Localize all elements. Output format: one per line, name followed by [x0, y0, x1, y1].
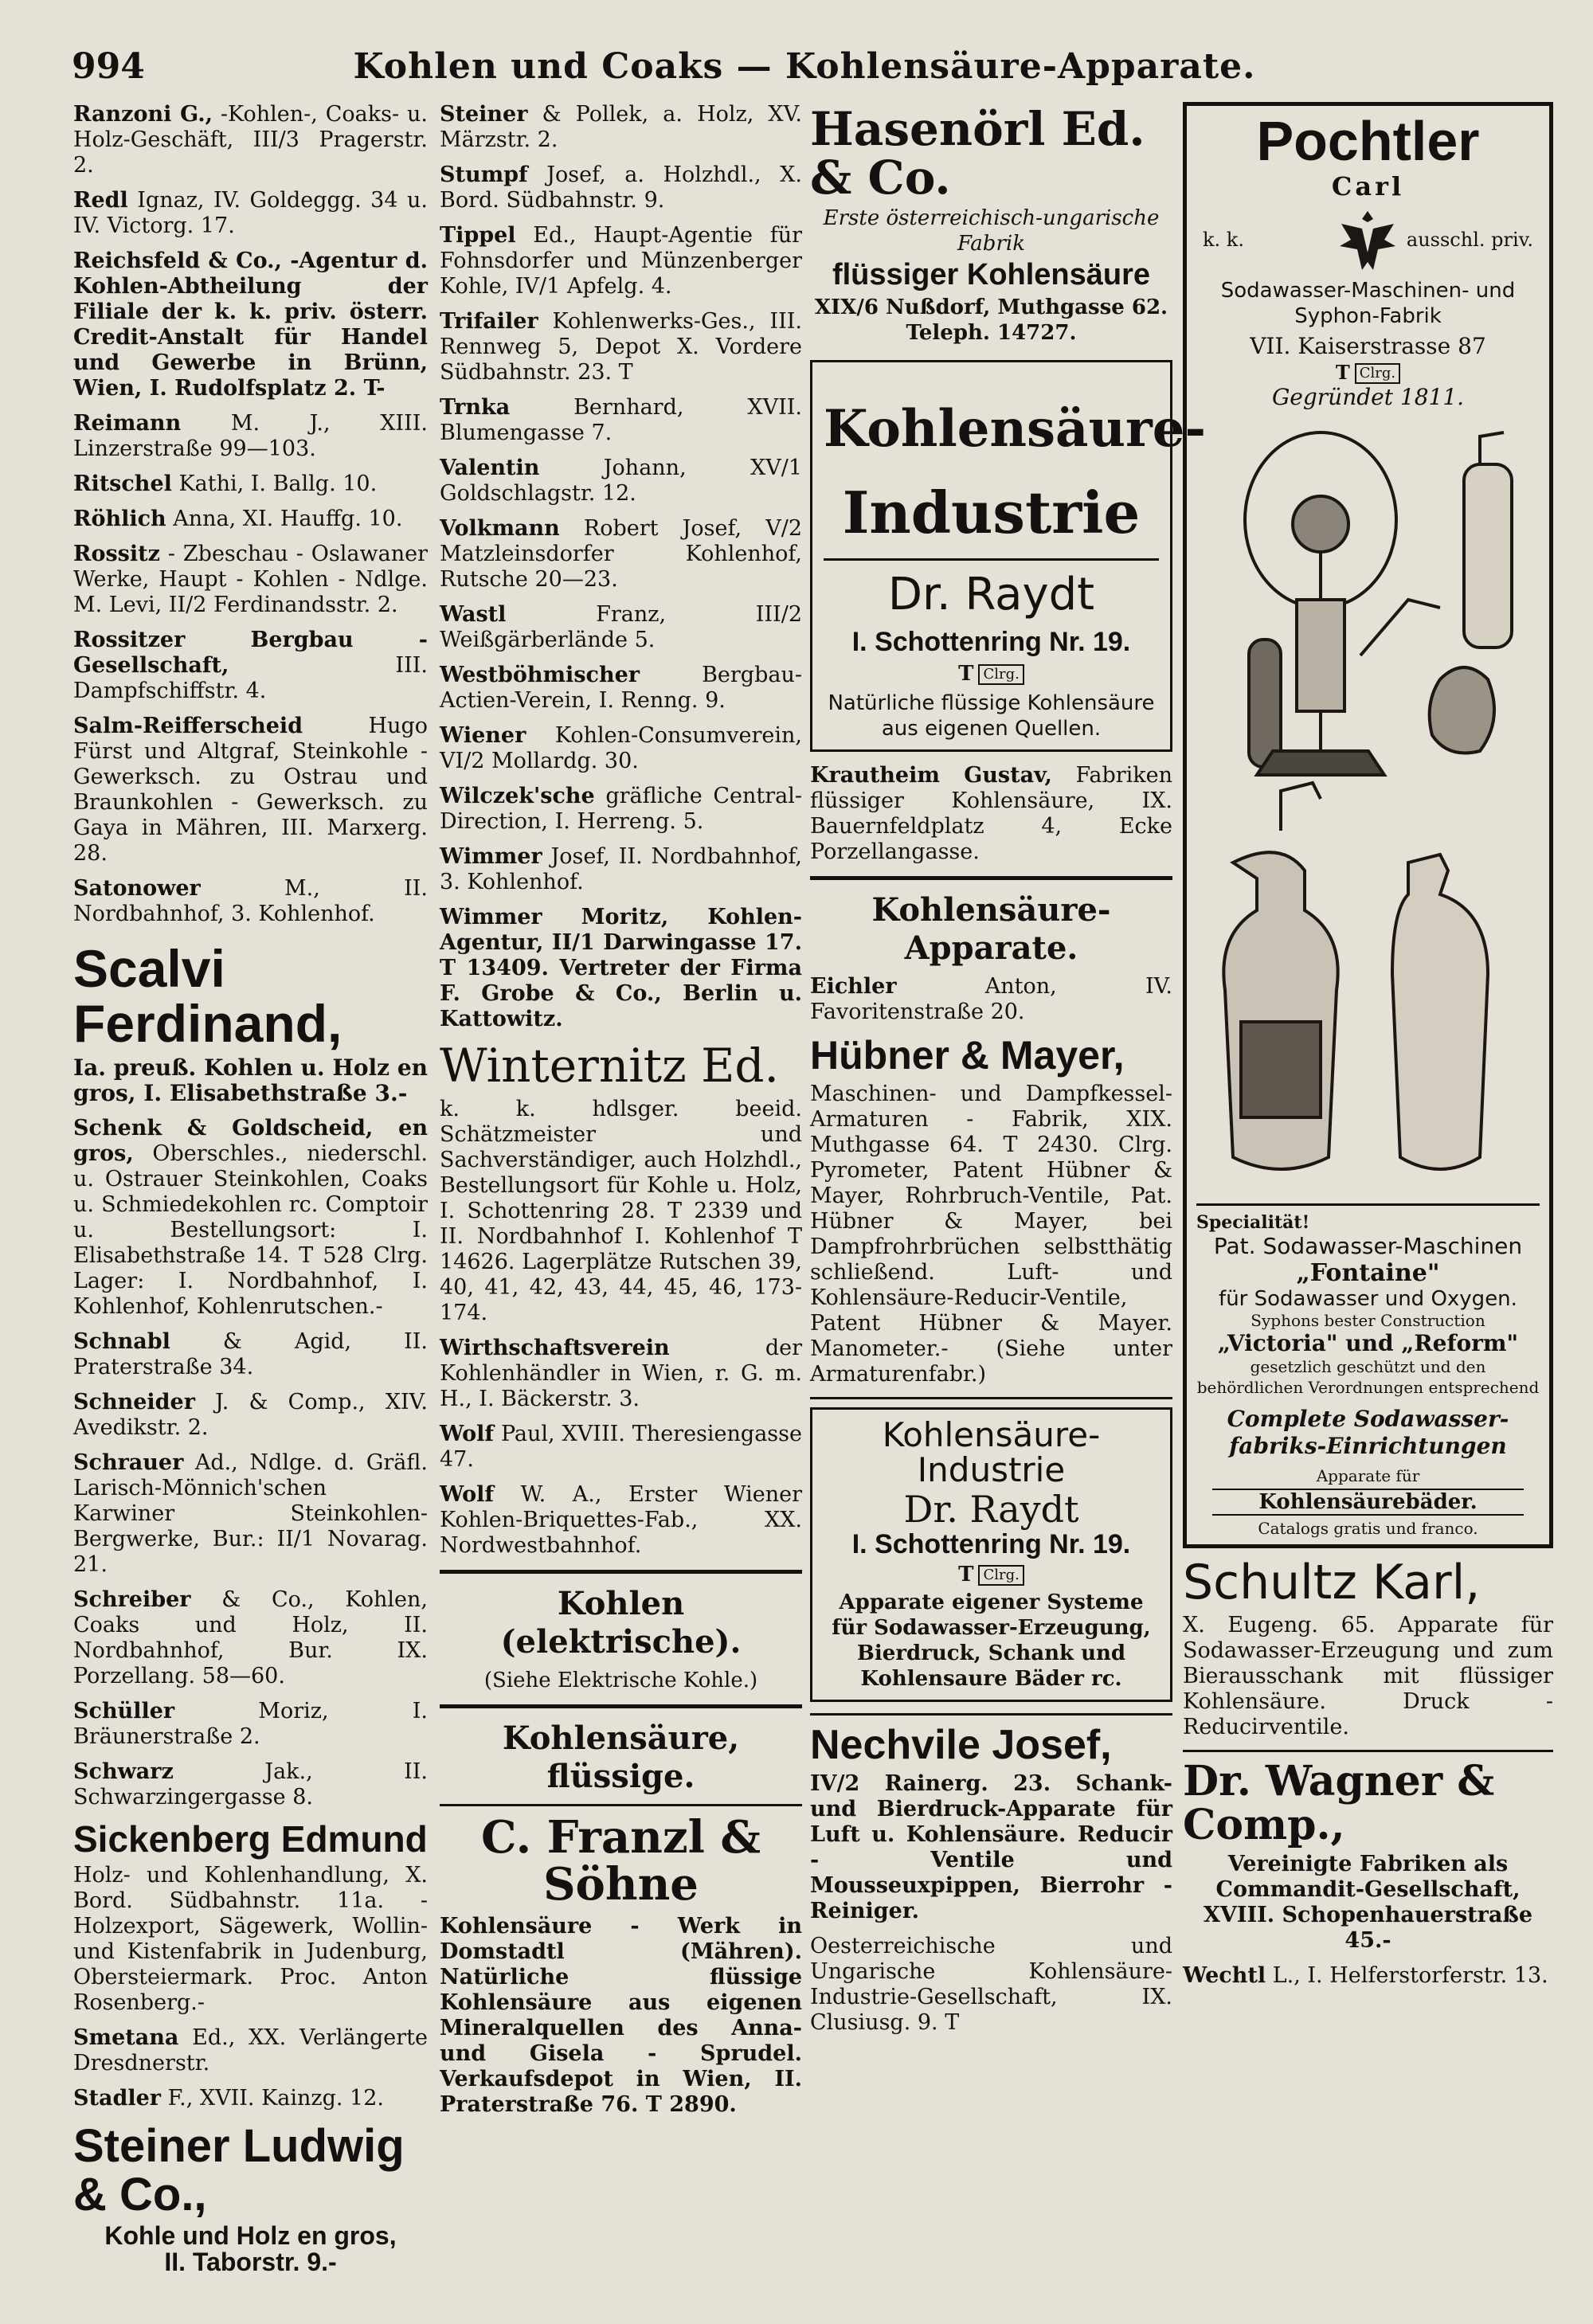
entry-details: III. Dampfschiffstr. 4. — [73, 653, 428, 703]
phone-mark: T — [958, 662, 974, 687]
raydt-ad-1 — [810, 360, 1207, 752]
pochtler-syphons: Syphons bester Construction — [1251, 1311, 1485, 1330]
clrg-badge: Clrg. — [978, 1565, 1024, 1586]
elektrische-heading: Kohlen (elektrische). — [500, 1584, 742, 1661]
entry-details: - Zbeschau - Oslawaner Werke, Haupt - Kohlen - Ndlge. M. Levi, II/2 Ferdinandsstr. 2. — [73, 542, 428, 617]
steiner-ludwig-line2: II. Taborstr. 9.- — [164, 2248, 337, 2277]
wagner-name: Dr. Wagner & Comp., — [1183, 1757, 1495, 1849]
raydt1-line1: Kohlensäure- — [824, 398, 1207, 459]
entry-details: & Agid, II. Praterstraße 34. — [73, 1328, 428, 1379]
pochtler-line2: VII. Kaiserstrasse 87 — [1250, 332, 1486, 359]
entry-details: Robert Josef, V/2 Matzleinsdorfer Kohlenhof, Rutsche 20—23. — [440, 516, 802, 592]
directory-entry — [440, 1422, 802, 1473]
steiner-ludwig-name: Steiner Ludwig & Co., — [73, 2119, 405, 2220]
directory-entry — [73, 2025, 428, 2076]
directory-entry — [440, 905, 802, 1032]
directory-entry — [440, 1336, 802, 1412]
franzl-text: Kohlensäure - Werk in Domstadtl (Mähren). Natürliche flüssige Kohlensäure aus eigenen Mineralquellen des Anna- und Gisela - Sprudel. Verkaufsdepot in Wien, II. Praterstraße 76. T 2890. — [440, 1914, 802, 2118]
entry-name: Wimmer Moritz, Kohlen-Agentur, II/1 Darwingasse 17. T 13409. Vertreter der Firma F. Grobe & Co., Berlin u. Kattowitz. — [440, 905, 802, 1031]
entry-details: Jak., II. Schwarzingergasse 8. — [73, 1759, 428, 1810]
entry-details: Kohlenwerks-Ges., III. Rennweg 5, Depot X. Vordere Südbahnstr. 23. T — [440, 309, 802, 385]
double-eagle-icon — [1332, 205, 1403, 276]
entry-details: Hugo Fürst und Altgraf, Steinkohle - Gewerksch. zu Ostrau und Braunkohlen - Gewerksch. zu Gaya in Mähren, III. Marxerg. 28. — [73, 714, 428, 866]
entry-name: Stumpf — [440, 162, 528, 187]
entry-name: Schüller — [73, 1698, 175, 1723]
entry-name: Schnabl — [73, 1328, 170, 1354]
phone-mark: T — [1335, 360, 1350, 384]
pochtler-baeder: Kohlensäurebäder. — [1212, 1489, 1524, 1516]
directory-entry — [73, 102, 428, 178]
entry-name: Rossitzer Bergbau - Gesellschaft, — [73, 628, 428, 678]
entry-name: Wolf — [440, 1421, 495, 1446]
fluessige-heading: Kohlensäure, flüssige. — [502, 1719, 740, 1795]
column-4 — [1183, 102, 1553, 2252]
entry-name: Wirthschaftsverein — [440, 1335, 670, 1360]
entry-name: Steiner — [440, 102, 528, 127]
directory-entry — [73, 1390, 428, 1441]
directory-entry — [73, 1450, 428, 1578]
pochtler-complete: Complete Sodawasser-fabriks-Einrichtungen — [1227, 1406, 1509, 1459]
divider — [810, 876, 1172, 880]
entry-name: Reichsfeld & Co., -Agentur d. Kohlen-Abtheilung der Filiale der k. k. priv. österr. Credit-Anstalt für Handel und Gewerbe in Brünn, Wien, I. Rudolfsplatz 2. T- — [73, 248, 428, 401]
directory-entry — [440, 162, 802, 213]
pochtler-line1: Sodawasser-Maschinen- und Syphon-Fabrik — [1220, 278, 1516, 328]
entry-details: F., XVII. Kainzg. 12. — [161, 2085, 384, 2111]
entry-name: Wastl — [440, 602, 507, 627]
entry-details: Moriz, I. Bräunerstraße 2. — [73, 1698, 428, 1749]
directory-entry — [440, 784, 802, 835]
directory-entry — [73, 248, 428, 401]
entry-details: Kathi, I. Ballg. 10. — [171, 471, 378, 496]
eichler-entry: Eichler Anton, IV. Favoritenstraße 20. — [810, 974, 1172, 1025]
entry-name: Smetana — [73, 2025, 179, 2050]
entry-details: & Pollek, a. Holz, XV. Märzstr. 2. — [440, 102, 802, 152]
raydt-ad-2 — [810, 1407, 1172, 1702]
entry-name: Trnka — [440, 395, 511, 420]
entry-name: Tippel — [440, 223, 516, 248]
entry-details: J. & Comp., XIV. Avedikstr. 2. — [73, 1389, 428, 1440]
entry-details: Bernhard, XVII. Blumengasse 7. — [440, 395, 802, 445]
entry-name: Schneider — [73, 1389, 195, 1414]
directory-entry — [73, 628, 428, 704]
entry-details: & Co., Kohlen, Coaks und Holz, II. Nordbahnhof, Bur. IX. Porzellang. 58—60. — [73, 1587, 428, 1688]
page-header — [72, 46, 1537, 102]
page-number: 994 — [72, 46, 145, 87]
entry-details: Kohlen-Consumverein, VI/2 Mollardg. 30. — [440, 723, 802, 773]
hasenoerl-name: Hasenörl Ed. & Co. — [810, 102, 1145, 205]
pochtler-phone — [1196, 361, 1540, 385]
entry-name: Wimmer — [440, 844, 542, 869]
entry-name: Valentin — [440, 456, 540, 480]
oesterr-text: Oesterreichische und Ungarische Kohlensäure-Industrie-Gesellschaft, IX. Clusiusg. 9. T — [810, 1934, 1172, 2036]
raydt2-line1: Kohlensäure-Industrie — [882, 1414, 1101, 1489]
entry-details: Josef, a. Holzhdl., X. Bord. Südbahnstr. 9. — [440, 162, 802, 213]
directory-entry — [73, 1329, 428, 1380]
column-3 — [810, 102, 1207, 2252]
huebner-text: Maschinen- und Dampfkessel-Armaturen - Fabrik, XIX. Muthgasse 64. T 2430. Clrg. Pyrometer, Patent Hübner & Mayer, Rohrbruch-Ventile, Pat. Hübner & Mayer, bei Dampfrohrbrüchen selbstthätig schließend. Luft- und Kohlensäure-Reducir-Ventile, Patent Hübner & Mayer. Manometer.- (Siehe unter Armaturenfabr.) — [810, 1081, 1172, 1387]
column-1 — [73, 102, 428, 2277]
divider — [810, 1397, 1172, 1399]
hasenoerl-line1: Erste österreichisch-ungarische Fabrik — [823, 205, 1160, 256]
hasenoerl-line2: flüssiger Kohlensäure — [832, 257, 1151, 291]
pochtler-appfor: Apparate für — [1316, 1466, 1420, 1485]
divider — [810, 1713, 1172, 1716]
pochtler-kk: k. k. — [1203, 228, 1244, 251]
entry-details: Franz, III/2 Weißgärberlände 5. — [440, 602, 802, 652]
raydt1-line3: Dr. Raydt — [887, 569, 1095, 621]
entry-details: Ed., Haupt-Agentie für Fohnsdorfer und Münzenberger Kohle, IV/1 Apfelg. 4. — [440, 223, 802, 299]
winternitz-name: Winternitz Ed. — [440, 1039, 779, 1093]
entry-details: Paul, XVIII. Theresiengasse 47. — [440, 1421, 802, 1472]
raydt1-line5: Natürliche flüssige Kohlensäure aus eigenen Quellen. — [828, 691, 1155, 741]
entry-details: M. J., XIII. Linzerstraße 99—103. — [73, 411, 428, 461]
entry-name: Wiener — [440, 723, 526, 748]
entry-details: Ed., XX. Verlängerte Dresdnerstr. — [73, 2025, 428, 2076]
raydt2-line4: Apparate eigener Systeme für Sodawasser-Erzeugung, Bierdruck, Schank und Kohlensaure Bäder rc. — [832, 1590, 1151, 1691]
hasenoerl-line3: XIX/6 Nußdorf, Muthgasse 62. Teleph. 14727. — [814, 295, 1168, 345]
pochtler-eagle-row — [1196, 205, 1540, 278]
entry-name: Rossitz — [73, 542, 160, 566]
entry-name: Stadler — [73, 2085, 162, 2111]
scalvi-text: Ia. preuß. Kohlen u. Holz en gros, I. Elisabethstraße 3.- — [73, 1054, 428, 1106]
directory-entry — [440, 309, 802, 385]
divider — [824, 558, 1159, 561]
raydt1-line4: I. Schottenring Nr. 19. — [851, 627, 1131, 658]
directory-entry — [73, 188, 428, 239]
directory-entry — [73, 471, 428, 497]
entry-name: Wolf — [440, 1481, 495, 1507]
nechvile-name: Nechvile Josef, — [810, 1721, 1112, 1768]
entry-details: -Kohlen-, Coaks- u. Holz-Geschäft, III/3 Pragerstr. 2. — [73, 102, 428, 178]
pochtler-priv: ausschl. priv. — [1406, 228, 1533, 251]
entry-details: W. A., Erster Wiener Kohlen-Briquettes-Fab., XX. Nordwestbahnhof. — [440, 1481, 802, 1558]
directory-entry — [73, 876, 428, 927]
pochtler-legal: gesetzlich geschützt und den behördlichen Verordnungen entsprechend — [1196, 1357, 1540, 1397]
sickenberg-name: Sickenberg Edmund — [73, 1817, 428, 1860]
page-title: Kohlen und Coaks — Kohlensäure-Apparate. — [353, 46, 1256, 87]
entry-name: Satonower — [73, 876, 201, 901]
krautheim-entry: Krautheim Gustav, Fabriken flüssiger Kohlensäure, IX. Bauernfeldplatz 4, Ecke Porzellangasse. — [810, 763, 1172, 865]
huebner-name: Hübner & Mayer, — [810, 1033, 1125, 1078]
directory-entry — [73, 507, 428, 532]
entry-name: Salm-Reifferscheid — [73, 714, 303, 738]
entry-details: Ignaz, IV. Goldeggg. 34 u. IV. Victorg. 17. — [73, 188, 428, 238]
entry-name: Ranzoni G., — [73, 102, 213, 127]
pochtler-spec: Specialität! — [1196, 1212, 1310, 1233]
directory-entry — [440, 844, 802, 895]
entry-details: Ad., Ndlge. d. Gräfl. Larisch-Mönnich'schen Karwiner Steinkohlen-Bergwerke, Bur.: II/1 Novarag. 21. — [73, 1450, 428, 1577]
entry-name: Reimann — [73, 411, 182, 436]
pochtler-oxy: für Sodawasser und Oxygen. — [1219, 1287, 1517, 1311]
entry-details: Oberschles., niederschl. u. Ostrauer Steinkohlen, Coaks u. Schmiedekohlen rc. Comptoir u. Bestellungsort: I. Elisabethstraße 14. T 528 Clrg. Lager: I. Nordbahnhof, I. Kohlenhof, Kohlenrutschen.- — [73, 1140, 428, 1319]
raydt1-phone — [824, 662, 1159, 686]
directory-entry — [73, 1587, 428, 1689]
entry-name: Redl — [73, 188, 128, 213]
pochtler-catalog: Catalogs gratis und franco. — [1258, 1519, 1478, 1538]
schultz-name: Schultz Karl, — [1183, 1555, 1481, 1610]
entry-name: Trifailer — [440, 309, 538, 334]
directory-entry — [73, 1759, 428, 1810]
directory-entry — [440, 663, 802, 714]
pochtler-name: Pochtler — [1256, 110, 1480, 172]
pochtler-victoria: „Victoria" und „Reform" — [1217, 1330, 1519, 1356]
sodawater-machine-illustration — [1201, 417, 1536, 1197]
pochtler-pat: Pat. Sodawasser-Maschinen — [1213, 1233, 1523, 1259]
directory-entry — [440, 223, 802, 299]
raydt1-line2: Industrie — [842, 478, 1141, 546]
nechvile-text: IV/2 Rainerg. 23. Schank- und Bierdruck-Apparate für Luft u. Kohlensäure. Reducir - Ventile und Mousseuxpippen, Bierrohr - Reiniger. — [810, 1771, 1172, 1924]
entry-details: Johann, XV/1 Goldschlagstr. 12. — [440, 456, 802, 506]
divider — [440, 1704, 802, 1708]
directory-entry — [440, 516, 802, 593]
entry-details: gräfliche Central-Direction, I. Herreng. 5. — [440, 784, 802, 834]
entry-name: Schenk & Goldscheid, en gros, — [73, 1115, 428, 1166]
directory-entry — [440, 1482, 802, 1559]
sickenberg-text: Holz- und Kohlenhandlung, X. Bord. Südbahnstr. 11a. -Holzexport, Sägewerk, Wollin- und Kistenfabrik in Judenburg, Obersteiermark. Proc. Anton Rosenberg.- — [73, 1862, 428, 2015]
raydt2-phone — [824, 1563, 1159, 1587]
directory-entry — [73, 411, 428, 462]
pochtler-first: Carl — [1331, 170, 1405, 201]
entry-name: Ritschel — [73, 471, 172, 496]
directory-entry — [73, 1699, 428, 1750]
entry-details: Anna, XI. Hauffg. 10. — [166, 507, 403, 531]
wagner-text: Vereinigte Fabriken als Commandit-Gesellschaft, XVIII. Schopenhauerstraße 45.- — [1203, 1852, 1533, 1954]
phone-mark: T — [958, 1562, 974, 1587]
raydt2-line3: I. Schottenring Nr. 19. — [851, 1528, 1131, 1559]
clrg-badge: Clrg. — [978, 664, 1024, 685]
entry-details: Josef, II. Nordbahnhof, 3. Kohlenhof. — [440, 844, 802, 894]
wechtl-entry: Wechtl L., I. Helferstorferstr. 13. — [1183, 1963, 1548, 1989]
directory-entry — [73, 1116, 428, 1320]
scalvi-name: Scalvi Ferdinand, — [73, 939, 342, 1054]
directory-entry — [440, 456, 802, 507]
directory-entry — [440, 723, 802, 774]
raydt2-line2: Dr. Raydt — [903, 1487, 1079, 1531]
entry-name: Röhlich — [73, 507, 166, 531]
directory-entry — [440, 102, 802, 153]
entry-name: Westböhmischer — [440, 663, 640, 687]
directory-entry — [73, 542, 428, 618]
steiner-ludwig-line1: Kohle und Holz en gros, — [104, 2220, 397, 2250]
directory-entry — [73, 2086, 428, 2111]
column-2 — [440, 102, 802, 2252]
entry-details: Bergbau-Actien-Verein, I. Renng. 9. — [440, 663, 802, 713]
pochtler-ad — [1183, 102, 1553, 1548]
apparate-heading: Kohlensäure-Apparate. — [871, 891, 1111, 968]
entry-name: Volkmann — [440, 516, 560, 541]
pochtler-fontaine: „Fontaine" — [1296, 1259, 1440, 1287]
pochtler-founded: Gegründet 1811. — [1271, 384, 1465, 410]
divider — [1183, 1750, 1553, 1752]
entry-details: M., II. Nordbahnhof, 3. Kohlenhof. — [73, 876, 428, 926]
franzl-name: C. Franzl & Söhne — [481, 1810, 761, 1911]
divider — [440, 1804, 802, 1806]
entry-name: Schrauer — [73, 1450, 184, 1475]
winternitz-text: k. k. hdlsger. beeid. Schätzmeister und Sachverständiger, auch Holzhdl., Bestellungsort für Kohle u. Holz, I. Schottenring 28. T 2339 und II. Nordbahnhof I. Kohlenhof T 14626. Lagerplätze Rutschen 39, 40, 41, 42, 43, 44, 45, 46, 173-174. — [440, 1096, 802, 1325]
directory-entry — [440, 395, 802, 446]
directory-entry — [440, 602, 802, 653]
entry-name: Schwarz — [73, 1759, 174, 1784]
elektrische-note: (Siehe Elektrische Kohle.) — [483, 1668, 758, 1692]
entry-name: Wilczek'sche — [440, 784, 595, 808]
divider — [440, 1570, 802, 1574]
clrg-badge: Clrg. — [1355, 363, 1400, 384]
entry-name: Schreiber — [73, 1587, 191, 1612]
directory-entry — [73, 714, 428, 867]
schultz-text: X. Eugeng. 65. Apparate für Sodawasser-Erzeugung und zum Bierausschank mit flüssiger Kohlensäure. Druck - Reducirventile. — [1183, 1613, 1553, 1739]
entry-details: der Kohlenhändler in Wien, r. G. m. H., I. Bäckerstr. 3. — [440, 1335, 802, 1411]
